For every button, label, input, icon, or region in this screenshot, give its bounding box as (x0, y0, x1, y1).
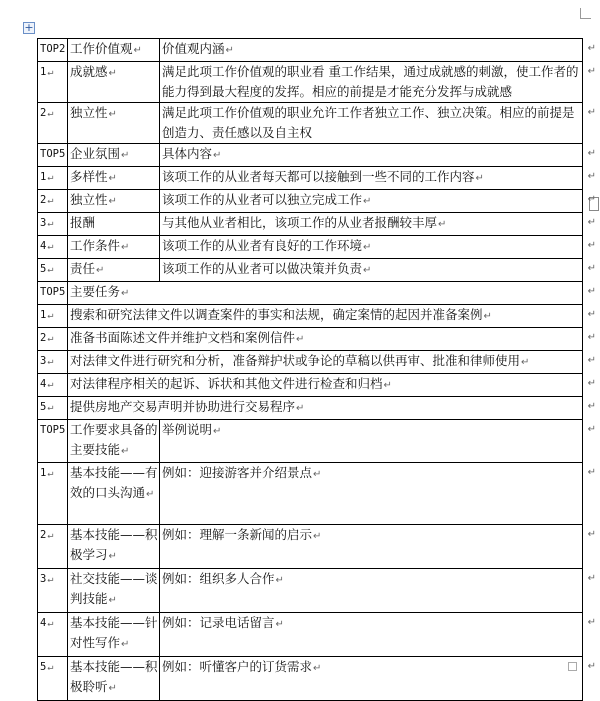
skill-cell: 基本技能——有效的口头沟通↵ (68, 463, 160, 525)
table-row (38, 397, 583, 420)
rank-cell: 1↵ (38, 305, 68, 328)
example-cell: 例如：迎接游客并介绍景点↵ ↵ (160, 463, 583, 525)
rank-cell: 5↵ (38, 259, 68, 282)
example-cell: 例如：记录电话留言↵ ↵ (160, 613, 583, 657)
name-cell: 责任↵ (68, 259, 160, 282)
column-header: 工作价值观↵ (68, 39, 160, 62)
name-cell: 多样性↵ (68, 167, 160, 190)
document-table (37, 38, 596, 701)
desc-cell: 满足此项工作价值观的职业看 重工作结果，通过成就感的刺激，使工作者的能力得到最大程度的发挥。相应的前提是才能充分发挥与成就感 ↵ (160, 62, 583, 103)
table-row (38, 525, 583, 569)
table-row (38, 213, 583, 236)
table-row (38, 657, 583, 701)
rank-cell: 4↵ (38, 613, 68, 657)
table-header-row (38, 420, 583, 463)
column-header: 主要任务↵ ↵ (68, 282, 583, 305)
move-table-icon[interactable]: + (24, 21, 34, 34)
table-header-row (38, 282, 583, 305)
desc-cell: 与其他从业者相比，该项工作的从业者报酬较丰厚↵ ↵ (160, 213, 583, 236)
rank-header: TOP5 (38, 144, 68, 167)
page-corner-mark (580, 8, 591, 19)
skill-cell: 基本技能——积极学习↵ (68, 525, 160, 569)
table-row (38, 103, 583, 144)
column-header: 企业氛围↵ (68, 144, 160, 167)
rank-cell: 4↵ (38, 236, 68, 259)
example-cell: 例如：组织多人合作↵ ↵ (160, 569, 583, 613)
rank-cell: 3↵ (38, 569, 68, 613)
rank-header: TOP2 (38, 39, 68, 62)
desc-cell: 该项工作的从业者每天都可以接触到一些不同的工作内容↵ ↵ (160, 167, 583, 190)
table-row (38, 167, 583, 190)
table-row (38, 374, 583, 397)
name-cell: 报酬 (68, 213, 160, 236)
rank-cell: 2↵ (38, 328, 68, 351)
rank-cell: 2↵ (38, 190, 68, 213)
example-cell: 例如：理解一条新闻的启示↵ ↵ (160, 525, 583, 569)
rank-header: TOP5 (38, 282, 68, 305)
task-cell: 提供房地产交易声明并协助进行交易程序↵ ↵ (68, 397, 583, 420)
name-cell: 独立性↵ (68, 103, 160, 144)
task-cell: 准备书面陈述文件并维护文档和案例信件↵ ↵ (68, 328, 583, 351)
rank-cell: 1↵ (38, 167, 68, 190)
name-cell: 工作条件↵ (68, 236, 160, 259)
column-header: 举例说明↵ ↵ (160, 420, 583, 463)
table-row (38, 305, 583, 328)
column-header: 工作要求具备的主要技能↵ (68, 420, 160, 463)
table-row (38, 62, 583, 103)
skill-cell: 基本技能——针对性写作↵ (68, 613, 160, 657)
rank-cell: 3↵ (38, 351, 68, 374)
table-header-row (38, 144, 583, 167)
task-cell: 搜索和研究法律文件以调查案件的事实和法规，确定案情的起因并准备案例↵ ↵ (68, 305, 583, 328)
desc-cell: 该项工作的从业者有良好的工作环境↵ ↵ (160, 236, 583, 259)
skill-cell: 基本技能——积极聆听↵ (68, 657, 160, 701)
column-header: 价值观内涵↵ ↵ (160, 39, 583, 62)
name-cell: 独立性↵ (68, 190, 160, 213)
desc-cell: 该项工作的从业者可以做决策并负责↵ ↵ (160, 259, 583, 282)
table-row (38, 351, 583, 374)
rank-cell: 1↵ (38, 463, 68, 525)
skill-cell: 社交技能——谈判技能↵ (68, 569, 160, 613)
table-row (38, 190, 583, 213)
table-row (38, 328, 583, 351)
table-row (38, 236, 583, 259)
rank-cell: 5↵ (38, 657, 68, 701)
table-header-row (38, 39, 583, 62)
rank-cell: 4↵ (38, 374, 68, 397)
rank-header: TOP5 (38, 420, 68, 463)
rank-cell: 1↵ (38, 62, 68, 103)
rank-cell: 2↵ (38, 103, 68, 144)
table-row (38, 259, 583, 282)
rank-cell: 5↵ (38, 397, 68, 420)
example-cell: 例如：听懂客户的订货需求↵ ↵ (160, 657, 583, 701)
table-row (38, 613, 583, 657)
task-cell: 对法律文件进行研究和分析，准备辩护状或争论的草稿以供再审、批准和律师使用↵ ↵ (68, 351, 583, 374)
rank-cell: 3↵ (38, 213, 68, 236)
desc-cell: 满足此项工作价值观的职业允许工作者独立工作、独立决策。相应的前提是创造力、责任感以及自主权 ↵ (160, 103, 583, 144)
task-cell: 对法律程序相关的起诉、诉状和其他文件进行检查和归档↵ ↵ (68, 374, 583, 397)
name-cell: 成就感↵ (68, 62, 160, 103)
table-row (38, 463, 583, 525)
desc-cell: 该项工作的从业者可以独立完成工作↵ ↵ (160, 190, 583, 213)
column-header: 具体内容↵ ↵ (160, 144, 583, 167)
table-row (38, 569, 583, 613)
rank-cell: 2↵ (38, 525, 68, 569)
